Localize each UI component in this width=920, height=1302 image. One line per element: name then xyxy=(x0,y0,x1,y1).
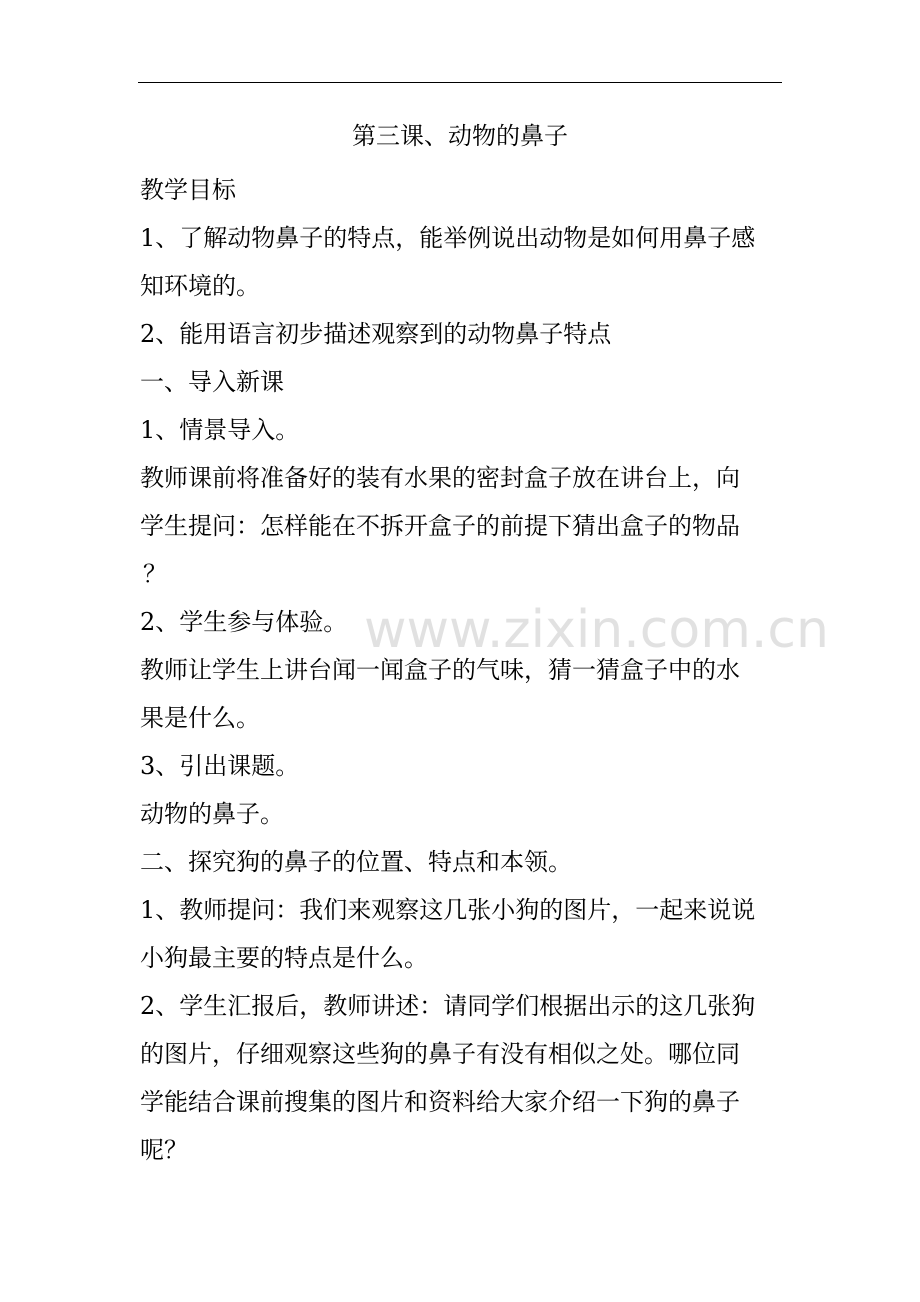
paragraph-line: 1、情景导入。 xyxy=(140,416,300,444)
document-body xyxy=(140,166,780,1174)
header-rule xyxy=(138,82,782,83)
section-heading-explore: 二、探究狗的鼻子的位置、特点和本领。 xyxy=(140,848,572,876)
paragraph-line: 学能结合课前搜集的图片和资料给大家介绍一下狗的鼻子 xyxy=(140,1088,740,1116)
paragraph-line: 呢？ xyxy=(140,1136,188,1164)
paragraph-line: 教师课前将准备好的装有水果的密封盒子放在讲台上，向 xyxy=(140,464,740,492)
paragraph-line: 知环境的。 xyxy=(140,272,260,300)
paragraph-line: 1、了解动物鼻子的特点，能举例说出动物是如何用鼻子感 xyxy=(140,224,756,252)
paragraph-line: 教师让学生上讲台闻一闻盒子的气味，猜一猜盒子中的水 xyxy=(140,656,740,684)
paragraph-line: 2、学生汇报后，教师讲述：请同学们根据出示的这几张狗 xyxy=(140,992,756,1020)
paragraph-line: 果是什么。 xyxy=(140,704,260,732)
paragraph-line: 的图片，仔细观察这些狗的鼻子有没有相似之处。哪位同 xyxy=(140,1040,740,1068)
paragraph-line: 1、教师提问：我们来观察这几张小狗的图片，一起来说说 xyxy=(140,896,756,924)
page-title: 第三课、动物的鼻子 xyxy=(352,122,568,150)
section-heading-intro: 一、导入新课 xyxy=(140,368,284,396)
watermark: www.zixin.com.cn xyxy=(364,600,829,660)
section-heading-objectives: 教学目标 xyxy=(140,176,236,204)
paragraph-line: ？ xyxy=(143,560,167,588)
paragraph-line: 动物的鼻子。 xyxy=(140,800,284,828)
paragraph-line: 2、学生参与体验。 xyxy=(140,608,348,636)
paragraph-line: 学生提问：怎样能在不拆开盒子的前提下猜出盒子的物品 xyxy=(140,512,740,540)
paragraph-line: 3、引出课题。 xyxy=(140,752,300,780)
paragraph-line: 小狗最主要的特点是什么。 xyxy=(140,944,428,972)
paragraph-line: 2、能用语言初步描述观察到的动物鼻子特点 xyxy=(140,320,612,348)
